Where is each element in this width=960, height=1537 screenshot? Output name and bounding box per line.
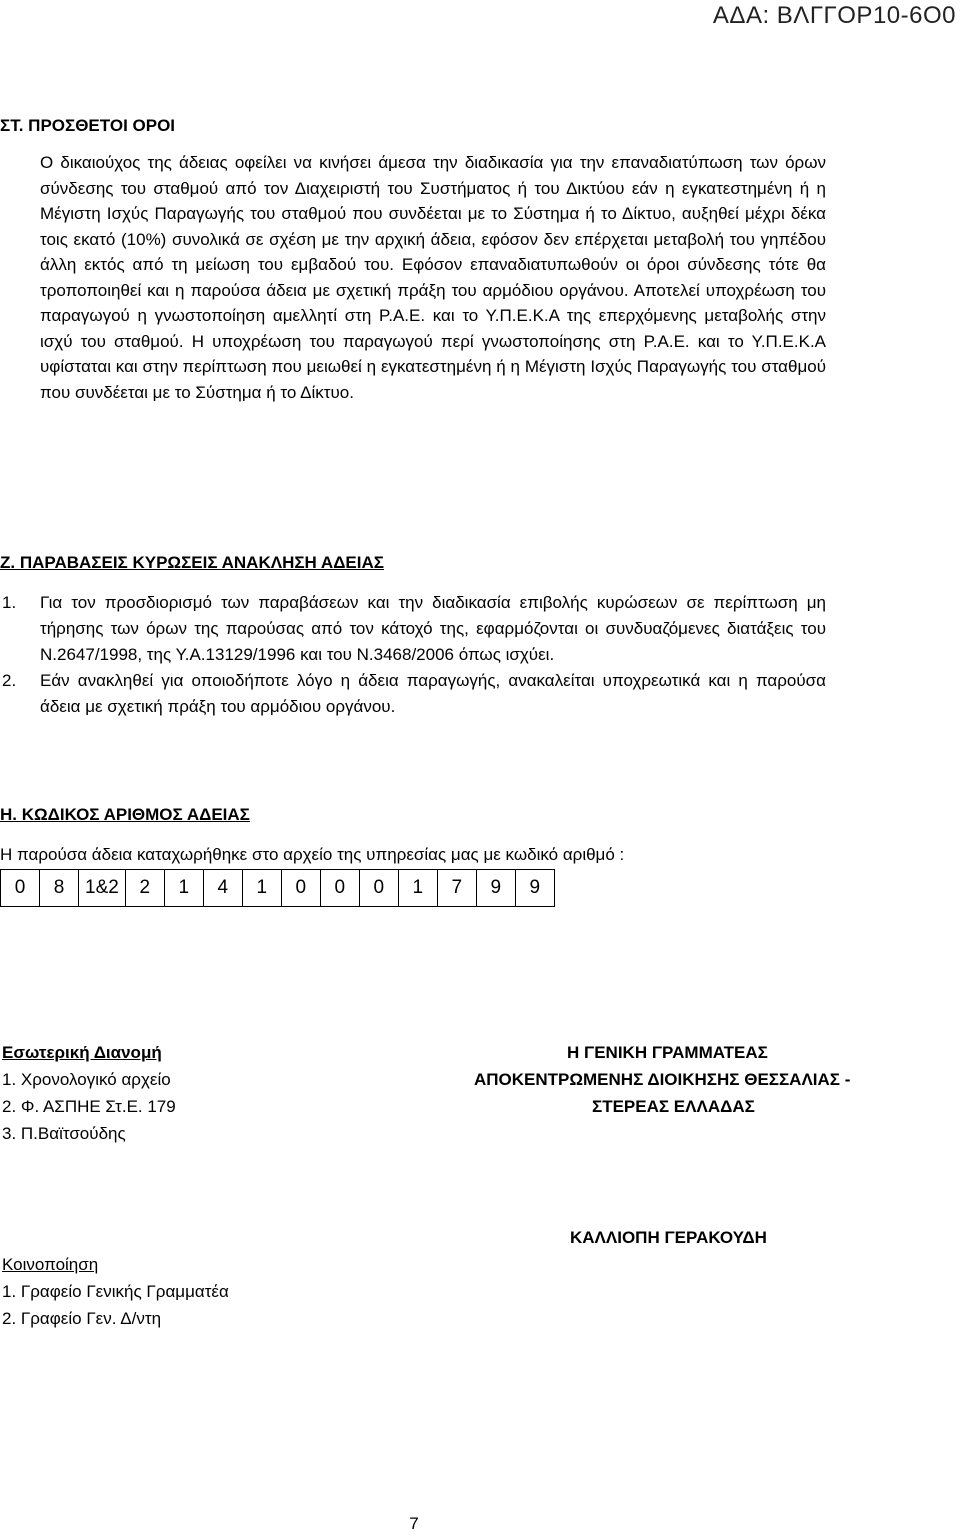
list-item-text: Για τον προσδιορισμό των παραβάσεων και την διαδικασία επιβολής κυρώσεων σε περίπτωση μη τήρησης των όρων της παρούσας από τον κάτοχό της, εφαρμόζονται οι συνδυαζόμενες διατάξεις του Ν.2647/1998, της Υ.Α.13129/1996 και του Ν.3468/2006 όπως ισχύει. <box>40 593 826 664</box>
signatory-authority: ΑΠΟΚΕΝΤΡΩΜΕΝΗΣ ΔΙΟΙΚΗΣΗΣ ΘΕΣΣΑΛΙΑΣ - <box>474 1070 851 1089</box>
code-digit: 9 <box>476 870 515 907</box>
code-digit: 1 <box>164 870 203 907</box>
code-digit: 0 <box>320 870 359 907</box>
code-digit: 9 <box>515 870 554 907</box>
code-digit: 1&2 <box>79 870 126 907</box>
page-number-row <box>0 1514 960 1534</box>
code-digit: 0 <box>359 870 398 907</box>
section-h-intro: Η παρούσα άδεια καταχωρήθηκε στο αρχείο της υπηρεσίας μας με κωδικό αριθμό : <box>0 845 625 864</box>
section-z-title: Ζ. ΠΑΡΑΒΑΣΕΙΣ ΚΥΡΩΣΕΙΣ ΑΝΑΚΛΗΣΗ ΑΔΕΙΑΣ <box>0 553 384 572</box>
signatory-authority-region: ΣΤΕΡΕΑΣ ΕΛΛΑΔΑΣ <box>592 1097 755 1116</box>
distribution-item: 3. Π.Βαϊτσούδης <box>2 1124 126 1143</box>
code-digit: 4 <box>203 870 242 907</box>
code-digit: 0 <box>1 870 40 907</box>
distribution-item: 2. Φ. ΑΣΠΗΕ Στ.Ε. 179 <box>2 1097 176 1116</box>
list-item-number: 2. <box>2 671 17 690</box>
table-row <box>1 870 555 907</box>
notification-title: Κοινοποίηση <box>2 1255 99 1274</box>
page-number: 7 <box>409 1514 419 1533</box>
list-item <box>2 590 826 668</box>
notification-item: 1. Γραφείο Γενικής Γραμματέα <box>2 1282 229 1301</box>
distribution-item: 1. Χρονολογικό αρχείο <box>2 1070 171 1089</box>
signatory-name: ΚΑΛΛΙΟΠΗ ΓΕΡΑΚΟΥΔΗ <box>570 1228 767 1247</box>
license-code-table <box>0 869 555 907</box>
code-digit: 7 <box>437 870 476 907</box>
section-z-list <box>2 590 826 720</box>
list-item-text: Εάν ανακληθεί για οποιοδήποτε λόγο η άδεια παραγωγής, ανακαλείται υποχρεωτικά και η παρούσα άδεια με σχετική πράξη του αρμόδιου οργάνου. <box>40 671 826 716</box>
signatory-title: Η ΓΕΝΙΚΗ ΓΡΑΜΜΑΤΕΑΣ <box>567 1043 768 1062</box>
distribution-title: Εσωτερική Διανομή <box>2 1043 162 1062</box>
code-digit: 1 <box>242 870 281 907</box>
list-item <box>2 668 826 720</box>
section-st-body: Ο δικαιούχος της άδειας οφείλει να κινήσει άμεσα την διαδικασία για την επαναδιατύπωση των όρων σύνδεσης του σταθμού από τον Διαχειριστή του Συστήματος ή του Δικτύου εάν η εγκατεστημένη ή η Μέγιστη Ισχύς Παραγωγής του σταθμού που συνδέεται με το Σύστημα ή το Δίκτυο, αυξηθεί μέχρι δέκα τοις εκατό (10%) συνολικά σε σχέση με την αρχική άδεια, εφόσον δεν επέρχεται μεταβολή του γηπέδου άλλη εκτός από τη μείωση του εμβαδού του. Εφόσον επαναδιατυπωθούν οι όροι σύνδεσης τότε θα τροποποιηθεί και η παρούσα άδεια με σχετική πράξη του αρμόδιου οργάνου. Αποτελεί υποχρέωση του παραγωγού η γνωστοποίηση αμελλητί στη Ρ.Α.Ε. και το Υ.Π.Ε.Κ.Α της επερχόμενης μεταβολής στην ισχύ του σταθμού. Η υποχρέωση του παραγωγού περί γνωστοποίησης στη Ρ.Α.Ε. και το Υ.Π.Ε.Κ.Α υφίσταται και στην περίπτωση που μειωθεί η εγκατεστημένη ή η Μέγιστη Ισχύς Παραγωγής του σταθμού που συνδέεται με το Σύστημα ή το Δίκτυο. <box>40 153 826 402</box>
ada-header: ΑΔΑ: ΒΛΓΓΟΡ10-6Ο0 <box>712 2 956 29</box>
code-digit: 8 <box>40 870 79 907</box>
list-item-number: 1. <box>2 593 17 612</box>
notification-item: 2. Γραφείο Γεν. Δ/ντη <box>2 1309 162 1328</box>
section-st-title: ΣΤ. ΠΡΟΣΘΕΤΟΙ ΟΡΟΙ <box>0 116 176 135</box>
code-digit: 2 <box>125 870 164 907</box>
section-h-title: Η. ΚΩΔΙΚΟΣ ΑΡΙΘΜΟΣ ΑΔΕΙΑΣ <box>0 805 250 824</box>
code-digit: 1 <box>398 870 437 907</box>
code-digit: 0 <box>281 870 320 907</box>
